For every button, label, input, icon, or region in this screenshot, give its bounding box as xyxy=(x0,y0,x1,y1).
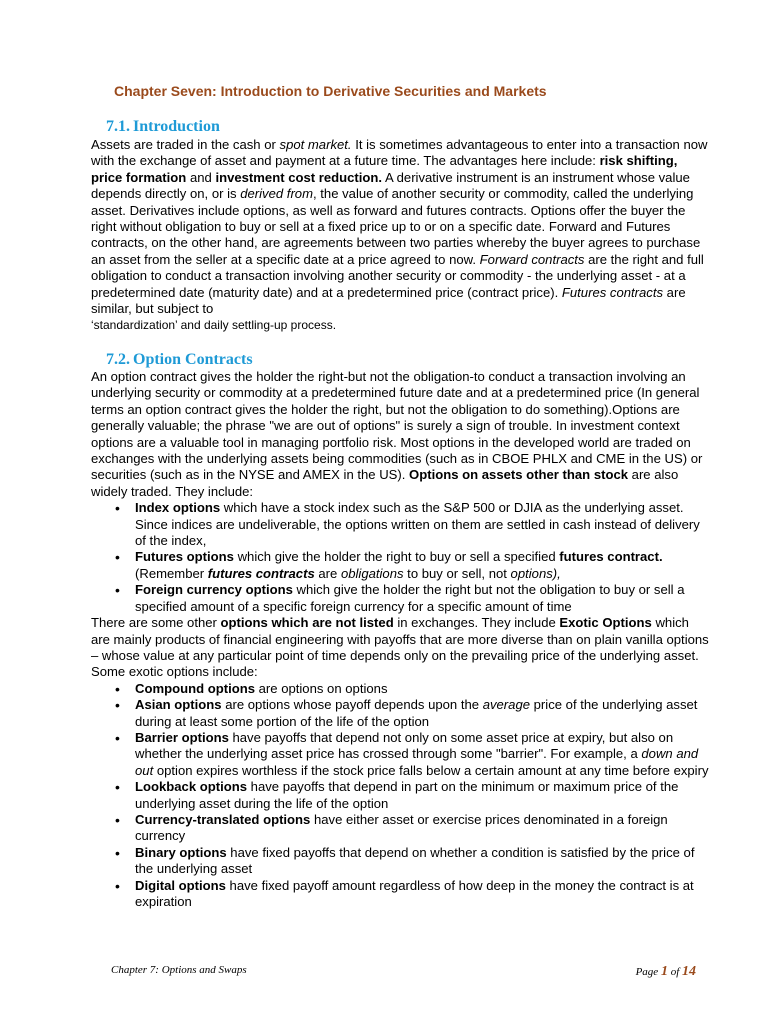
section-heading-option-contracts xyxy=(106,351,256,369)
introduction-paragraph: Assets are traded in the cash or spot market. It is sometimes advantageous to enter into a transaction now with the exchange of asset and payment at a future time. The advantages here include: risk shifting, price formation and investment cost reduction. A derivative instrument is an instrument whose value depends directly on, or is derived from, the value of another security or commodity, called the underlying asset. Derivatives include options, as well as forward and futures contracts. Options offer the buyer the right without obligation to buy or sell at a fixed price up to or on a specific date. Forward and Futures contracts, on the other hand, are agreements between two parties whereby the buyer agrees to purchase an asset from the seller at a specific date at a price agreed to now. Forward contracts are the right and full obligation to conduct a transaction involving another security or commodity - the underlying asset - at a predetermined date (maturity date) and at a predetermined price (contract price). Futures contracts are similar, but subject to ‘standardization’ and daily settling-up process. xyxy=(91,137,708,333)
chapter-title: Chapter Seven: Introduction to Derivative Securities and Markets xyxy=(114,83,547,99)
list-item: • Index options which have a stock index such as the S&P 500 or DJIA as the underlying asset. Since indices are undeliverable, the options written on them are settled in cash instead of delivery of the index, xyxy=(91,500,711,549)
list-item: • Futures options which give the holder the right to buy or sell a specified futures contract. (Remember futures contracts are obligations to buy or sell, not options), xyxy=(91,549,711,582)
list-item: • Digital options have fixed payoff amount regardless of how deep in the money the contract is at expiration xyxy=(91,878,711,911)
section-title: Option Contracts xyxy=(133,351,253,368)
exotic-options-list xyxy=(91,681,711,911)
section-number: 7.1. xyxy=(106,118,130,135)
exotic-options-paragraph: There are some other options which are not listed in exchanges. They include Exotic Options which are mainly products of financial engineering with payoffs that are more diverse than on plain vanilla options – whose value at any particular point of time depends only on the prevailing price of the underlying asset. Some exotic options include: xyxy=(91,615,709,680)
list-item: • Lookback options have payoffs that depend in part on the minimum or maximum price of the underlying asset during the life of the option xyxy=(91,779,711,812)
list-item: • Currency-translated options have either asset or exercise prices denominated in a foreign currency xyxy=(91,812,711,845)
list-item: • Foreign currency options which give the holder the right but not the obligation to buy or sell a specified amount of a specific foreign currency for a specific amount of time xyxy=(91,582,711,615)
section-number: 7.2. xyxy=(106,351,130,368)
listed-options-list xyxy=(91,500,711,615)
section-title: Introduction xyxy=(133,118,220,135)
list-item: • Compound options are options on options xyxy=(91,681,711,697)
footer-page-number: Page 1 of 14 xyxy=(635,964,696,979)
list-item: • Binary options have fixed payoffs that depend on whether a condition is satisfied by the price of the underlying asset xyxy=(91,845,711,878)
section-heading-introduction xyxy=(106,118,223,136)
footer-chapter-label: Chapter 7: Options and Swaps xyxy=(111,964,247,976)
options-intro-paragraph: An option contract gives the holder the right-but not the obligation-to conduct a transaction involving an underlying security or commodity at a predetermined future date and at a predetermined price (In general terms an option contract gives the holder the right, but not the obligation to do something).Options are generally valuable; the phrase "we are out of options" is surely a sign of trouble. In investment context options are a valuable tool in managing portfolio risk. Most options in the developed world are traded on exchanges with the underlying assets being commodities (such as in CBOE PHLX and CME in the US) or securities (such as in the NYSE and AMEX in the US). Options on assets other than stock are also widely traded. They include: xyxy=(91,369,703,499)
option-contracts-body xyxy=(91,369,711,910)
list-item: • Asian options are options whose payoff depends upon the average price of the underlying asset during at least some portion of the life of the option xyxy=(91,697,711,730)
list-item: • Barrier options have payoffs that depend not only on some asset price at expiry, but also on whether the underlying asset price has crossed through some "barrier". For example, a down and out option expires worthless if the stock price falls below a certain amount at any time before expiry xyxy=(91,730,711,779)
